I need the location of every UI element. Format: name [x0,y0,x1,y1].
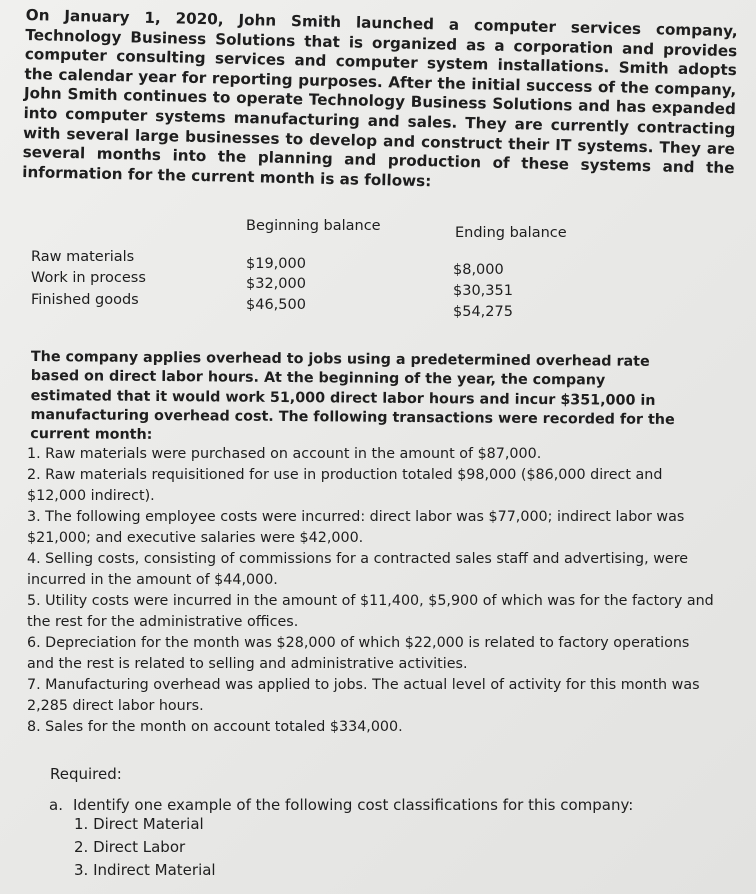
required-item-a [49,796,633,814]
classification-list [74,813,216,882]
overhead-paragraph: The company applies overhead to jobs using a predetermined overhead rate based on direct labor hours. At the beginning of the year, the company estimated that it would work 51,000 direct labor hours and incur $351,000 in manufacturing overhead cost. The following transactions were recorded for the current month: [30,348,675,444]
ending-raw-materials: $8,000 [453,262,504,278]
list-item: 6. Depreciation for the month was $28,000 of which $22,000 is related to factory operations and the rest is related to selling and administrative activities. [27,635,690,672]
list-item: 5. Utility costs were incurred in the amount of $11,400, $5,900 of which was for the factory and the rest for the administrative offices. [27,593,714,630]
list-item: 1. Raw materials were purchased on account in the amount of $87,000. [27,446,542,462]
list-item: 4. Selling costs, consisting of commissions for a contracted sales staff and advertising, were incurred in the amount of $44,000. [27,551,689,588]
transactions-list [27,444,717,738]
intro-paragraph: On January 1, 2020, John Smith launched a computer services company, Technology Business Solutions that is organized as a corporation and provides computer consulting services and computer system installations. Smith adopts the calendar year for reporting purposes. After the initial success of the company, John Smith continues to operate Technology Business Solutions and has expanded into computer systems manufacturing and sales. They are currently contracting with several large businesses to develop and construct their IT systems. They are several months into the planning and production of these systems and the information for the current month is as follows: [22,6,738,190]
beginning-raw-materials: $19,000 [246,256,306,272]
beginning-work-in-process: $32,000 [246,276,306,292]
list-item: 7. Manufacturing overhead was applied to jobs. The actual level of activity for this month was 2,285 direct labor hours. [27,677,700,714]
row-label-finished-goods: Finished goods [31,292,139,308]
beginning-balance-header: Beginning balance [246,218,381,234]
row-label-work-in-process: Work in process [31,270,146,286]
list-item: 3. Indirect Material [74,861,216,879]
ending-balance-header: Ending balance [455,225,567,241]
list-item: 2. Raw materials requisitioned for use in production totaled $98,000 ($86,000 direct and $12,000 indirect). [27,467,663,504]
list-item: 3. The following employee costs were incurred: direct labor was $77,000; indirect labor was $21,000; and executive salaries were $42,000. [27,509,685,546]
list-item: 2. Direct Labor [74,838,186,856]
row-label-raw-materials: Raw materials [31,249,135,265]
ending-finished-goods: $54,275 [453,304,513,320]
ending-work-in-process: $30,351 [453,283,513,299]
list-item: 1. Direct Material [74,815,204,833]
balances-table [0,0,756,330]
item-a-text: Identify one example of the following cost classifications for this company: [73,796,634,814]
beginning-finished-goods: $46,500 [246,297,306,313]
item-a-letter: a. [49,796,63,814]
required-heading: Required: [50,765,122,783]
list-item: 8. Sales for the month on account totaled $334,000. [27,719,403,735]
